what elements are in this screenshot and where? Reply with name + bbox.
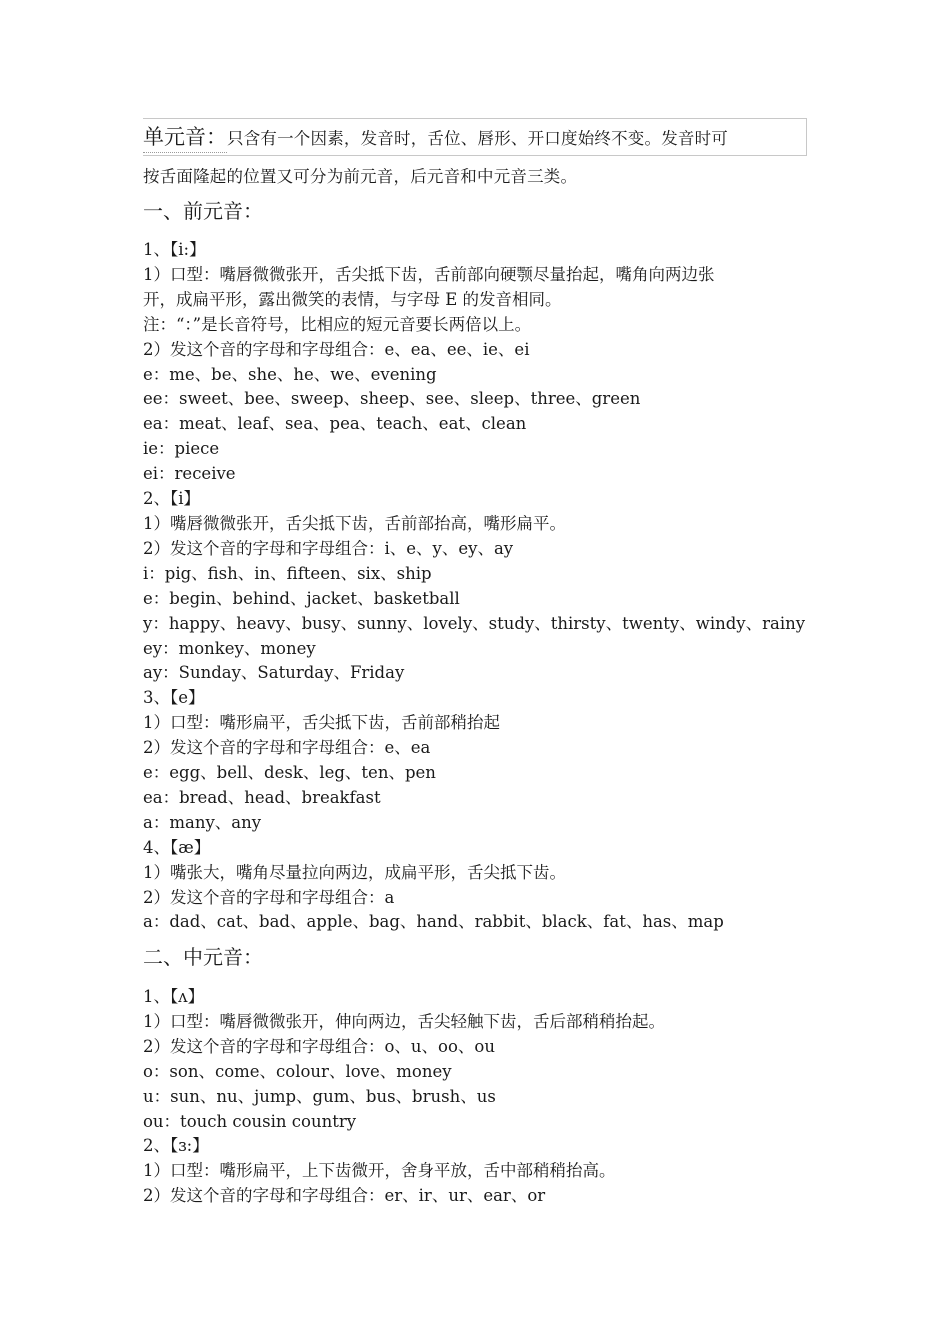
text-line: ay：Sunday、Saturday、Friday — [143, 663, 405, 683]
text-line: 1）口型：嘴形扁平，舌尖抵下齿，舌前部稍抬起 — [143, 713, 500, 733]
text-line: 1）嘴唇微微张开，舌尖抵下齿，舌前部抬高，嘴形扁平。 — [143, 513, 566, 533]
text-line: 2）发这个音的字母和字母组合：o、u、oo、ou — [143, 1036, 495, 1056]
text-line: 3、【e】 — [143, 688, 205, 708]
intro-title: 单元音： — [143, 122, 227, 153]
text-line: y：happy、heavy、busy、sunny、lovely、study、thirsty、twenty、windy、rainy — [143, 613, 806, 633]
text-line: 2）发这个音的字母和字母组合：er、ir、ur、ear、or — [143, 1186, 546, 1206]
text-line: 1、【ʌ】 — [143, 987, 205, 1006]
intro-second-line: 按舌面隆起的位置又可分为前元音，后元音和中元音三类。 — [143, 167, 578, 186]
text-line: 1）口型：嘴唇微微张开，伸向两边，舌尖轻触下齿，舌后部稍稍抬起。 — [143, 1011, 665, 1031]
text-line: e：begin、behind、jacket、basketball — [143, 588, 460, 608]
intro-paragraph — [143, 118, 807, 189]
text-line: 1）口型：嘴唇微微张开，舌尖抵下齿，舌前部向硬颚尽量抬起，嘴角向两边张 — [143, 264, 715, 284]
text-line: 1）口型：嘴形扁平，上下齿微开，舍身平放，舌中部稍稍抬高。 — [143, 1161, 616, 1181]
text-line: 1）嘴张大，嘴角尽量拉向两边，成扁平形，舌尖抵下齿。 — [143, 862, 566, 882]
central-vowels-content — [143, 985, 823, 1209]
front-vowels-content — [143, 238, 823, 935]
text-line: 1、【i:】 — [143, 240, 206, 259]
text-line: 2）发这个音的字母和字母组合：i、e、y、ey、ay — [143, 538, 514, 558]
text-line: ei：receive — [143, 464, 236, 484]
text-line: ea：bread、head、breakfast — [143, 787, 381, 807]
text-line: 2、【ɜ:】 — [143, 1136, 209, 1156]
section-front-vowels — [143, 198, 823, 224]
text-line: e：egg、bell、desk、leg、ten、pen — [143, 763, 436, 783]
text-line: 4、【æ】 — [143, 837, 211, 857]
text-line: i：pig、fish、in、fifteen、six、ship — [143, 563, 432, 583]
intro-first-line — [143, 118, 807, 156]
text-line: 2）发这个音的字母和字母组合：a — [143, 887, 395, 907]
section-central-vowels — [143, 944, 823, 970]
intro-text: 只含有一个因素，发音时，舌位、唇形、开口度始终不变。发音时可 — [227, 129, 728, 148]
text-line: a：many、any — [143, 812, 262, 832]
text-line: 开，成扁平形，露出微笑的表情，与字母 E 的发音相同。 — [143, 289, 562, 309]
text-line: ou：touch cousin country — [143, 1111, 357, 1131]
text-line: ee：sweet、bee、sweep、sheep、see、sleep、three、green — [143, 389, 641, 409]
section-heading: 二、中元音： — [143, 945, 263, 969]
text-line: ey：monkey、money — [143, 638, 316, 658]
section-heading: 一、前元音： — [143, 199, 263, 223]
text-line: 2、【i】 — [143, 489, 201, 509]
text-line: o：son、come、colour、love、money — [143, 1061, 452, 1081]
text-line: ie：piece — [143, 439, 220, 459]
text-line: 2）发这个音的字母和字母组合：e、ea — [143, 738, 431, 758]
text-line: 注：“：”是长音符号，比相应的短元音要长两倍以上。 — [143, 314, 532, 334]
text-line: ea：meat、leaf、sea、pea、teach、eat、clean — [143, 414, 527, 434]
text-line: u：sun、nu、jump、gum、bus、brush、us — [143, 1086, 496, 1106]
text-line: e：me、be、she、he、we、evening — [143, 364, 437, 384]
text-line: a：dad、cat、bad、apple、bag、hand、rabbit、black、fat、has、map — [143, 912, 724, 932]
text-line: 2）发这个音的字母和字母组合：e、ea、ee、ie、ei — [143, 339, 530, 359]
